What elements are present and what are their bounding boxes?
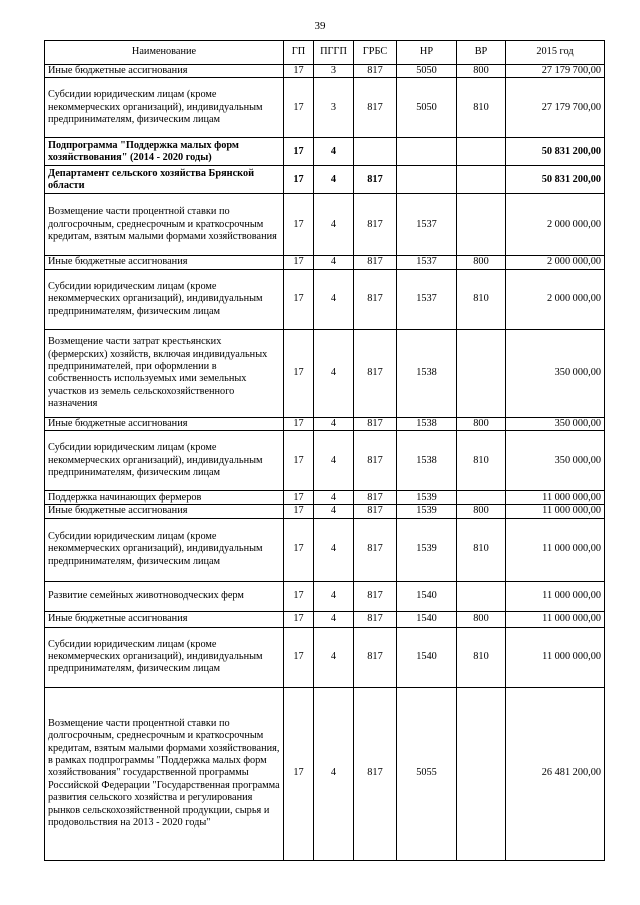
row-sum: 26 481 200,00 xyxy=(506,687,605,860)
row-gp: 17 xyxy=(284,65,314,78)
table-row xyxy=(45,78,605,138)
table-row xyxy=(45,518,605,581)
row-name: Иные бюджетные ассигнования xyxy=(45,65,284,78)
row-gp: 17 xyxy=(284,518,314,581)
row-ppgp: 4 xyxy=(314,431,354,491)
row-sum: 2 000 000,00 xyxy=(506,194,605,256)
row-grbs: 817 xyxy=(354,611,397,627)
table-row xyxy=(45,194,605,256)
row-sum: 11 000 000,00 xyxy=(506,491,605,505)
row-ppgp: 4 xyxy=(314,491,354,505)
row-gp: 17 xyxy=(284,417,314,430)
row-ppgp: 4 xyxy=(314,581,354,611)
row-name: Иные бюджетные ассигнования xyxy=(45,256,284,269)
row-gp: 17 xyxy=(284,138,314,166)
header-name: Наименование xyxy=(45,41,284,65)
row-sum: 2 000 000,00 xyxy=(506,256,605,269)
row-sum: 11 000 000,00 xyxy=(506,627,605,687)
row-grbs: 817 xyxy=(354,431,397,491)
table-row xyxy=(45,505,605,518)
row-name: Подпрограмма "Поддержка малых форм хозяйствования" (2014 - 2020 годы) xyxy=(45,138,284,166)
table-row xyxy=(45,65,605,78)
page-number: 39 xyxy=(314,20,326,32)
table-row xyxy=(45,256,605,269)
row-sum: 11 000 000,00 xyxy=(506,505,605,518)
row-ppgp: 4 xyxy=(314,166,354,194)
row-vr xyxy=(457,166,506,194)
table-row xyxy=(45,166,605,194)
table-row xyxy=(45,687,605,860)
row-vr: 810 xyxy=(457,78,506,138)
table-row xyxy=(45,627,605,687)
row-sum: 11 000 000,00 xyxy=(506,611,605,627)
row-ppgp: 4 xyxy=(314,194,354,256)
row-vr xyxy=(457,329,506,417)
row-grbs: 817 xyxy=(354,505,397,518)
row-vr: 800 xyxy=(457,417,506,430)
row-sum: 350 000,00 xyxy=(506,417,605,430)
row-np: 1538 xyxy=(397,431,457,491)
row-gp: 17 xyxy=(284,329,314,417)
row-gp: 17 xyxy=(284,256,314,269)
row-name: Поддержка начинающих фермеров xyxy=(45,491,284,505)
table-row xyxy=(45,611,605,627)
header-year: 2015 год xyxy=(506,41,605,65)
row-gp: 17 xyxy=(284,269,314,329)
row-sum: 50 831 200,00 xyxy=(506,166,605,194)
row-gp: 17 xyxy=(284,194,314,256)
row-vr xyxy=(457,194,506,256)
row-np: 1537 xyxy=(397,194,457,256)
row-np: 1539 xyxy=(397,518,457,581)
row-grbs: 817 xyxy=(354,687,397,860)
row-grbs: 817 xyxy=(354,269,397,329)
row-ppgp: 4 xyxy=(314,138,354,166)
header-gp: ГП xyxy=(284,41,314,65)
row-ppgp: 4 xyxy=(314,518,354,581)
budget-table xyxy=(44,40,605,861)
row-sum: 27 179 700,00 xyxy=(506,78,605,138)
row-np: 1538 xyxy=(397,329,457,417)
table-row xyxy=(45,417,605,430)
row-sum: 11 000 000,00 xyxy=(506,581,605,611)
row-ppgp: 4 xyxy=(314,687,354,860)
row-grbs: 817 xyxy=(354,417,397,430)
row-sum: 11 000 000,00 xyxy=(506,518,605,581)
row-grbs: 817 xyxy=(354,78,397,138)
row-grbs: 817 xyxy=(354,166,397,194)
row-gp: 17 xyxy=(284,491,314,505)
row-np xyxy=(397,166,457,194)
row-gp: 17 xyxy=(284,431,314,491)
row-gp: 17 xyxy=(284,687,314,860)
row-np: 1540 xyxy=(397,611,457,627)
row-np: 1539 xyxy=(397,505,457,518)
row-vr xyxy=(457,687,506,860)
row-np: 5050 xyxy=(397,78,457,138)
row-vr: 810 xyxy=(457,269,506,329)
row-sum: 350 000,00 xyxy=(506,329,605,417)
header-np: НР xyxy=(397,41,457,65)
row-gp: 17 xyxy=(284,166,314,194)
row-np: 1538 xyxy=(397,417,457,430)
table-row xyxy=(45,431,605,491)
row-name: Субсидии юридическим лицам (кроме некоммерческих организаций), индивидуальным предпринимателям, физическим лицам xyxy=(45,269,284,329)
row-ppgp: 4 xyxy=(314,256,354,269)
row-grbs xyxy=(354,138,397,166)
row-name: Возмещение части затрат крестьянских (фермерских) хозяйств, включая индивидуальных предпринимателей, при оформлении в собственность используемых ими земельных участков из земель сельскохозяйственного назначения xyxy=(45,329,284,417)
row-grbs: 817 xyxy=(354,256,397,269)
row-ppgp: 4 xyxy=(314,611,354,627)
row-grbs: 817 xyxy=(354,491,397,505)
row-name: Субсидии юридическим лицам (кроме некоммерческих организаций), индивидуальным предпринимателям, физическим лицам xyxy=(45,431,284,491)
row-gp: 17 xyxy=(284,627,314,687)
row-np: 1539 xyxy=(397,491,457,505)
row-vr xyxy=(457,581,506,611)
row-np: 1540 xyxy=(397,627,457,687)
row-vr: 800 xyxy=(457,256,506,269)
row-name: Субсидии юридическим лицам (кроме некоммерческих организаций), индивидуальным предпринимателям, физическим лицам xyxy=(45,78,284,138)
row-ppgp: 4 xyxy=(314,505,354,518)
row-gp: 17 xyxy=(284,505,314,518)
row-name: Иные бюджетные ассигнования xyxy=(45,611,284,627)
row-ppgp: 3 xyxy=(314,65,354,78)
row-sum: 50 831 200,00 xyxy=(506,138,605,166)
row-vr: 800 xyxy=(457,505,506,518)
row-name: Иные бюджетные ассигнования xyxy=(45,505,284,518)
row-name: Возмещение части процентной ставки по долгосрочным, среднесрочным и краткосрочным кредитам, взятым малыми формами хозяйствования xyxy=(45,194,284,256)
row-gp: 17 xyxy=(284,611,314,627)
row-grbs: 817 xyxy=(354,518,397,581)
row-sum: 27 179 700,00 xyxy=(506,65,605,78)
row-name: Субсидии юридическим лицам (кроме некоммерческих организаций), индивидуальным предпринимателям, физическим лицам xyxy=(45,518,284,581)
row-name: Развитие семейных животноводческих ферм xyxy=(45,581,284,611)
row-np: 1537 xyxy=(397,269,457,329)
table-row xyxy=(45,491,605,505)
row-np: 5055 xyxy=(397,687,457,860)
row-vr: 800 xyxy=(457,65,506,78)
table-row xyxy=(45,269,605,329)
row-name: Субсидии юридическим лицам (кроме некоммерческих организаций), индивидуальным предпринимателям, физическим лицам xyxy=(45,627,284,687)
row-ppgp: 4 xyxy=(314,627,354,687)
row-np: 1537 xyxy=(397,256,457,269)
header-grbs: ГРБС xyxy=(354,41,397,65)
row-np: 5050 xyxy=(397,65,457,78)
table-row xyxy=(45,329,605,417)
row-grbs: 817 xyxy=(354,194,397,256)
row-name: Иные бюджетные ассигнования xyxy=(45,417,284,430)
row-gp: 17 xyxy=(284,78,314,138)
row-sum: 350 000,00 xyxy=(506,431,605,491)
row-np xyxy=(397,138,457,166)
row-grbs: 817 xyxy=(354,329,397,417)
row-vr: 810 xyxy=(457,627,506,687)
row-vr xyxy=(457,138,506,166)
row-sum: 2 000 000,00 xyxy=(506,269,605,329)
row-name: Возмещение части процентной ставки по долгосрочным, среднесрочным и краткосрочным кредитам, взятым малыми формами хозяйствования, в рамках подпрограммы "Поддержка малых форм хозяйствования" государственной программы Российской Федерации "Государственная программа развития сельского хозяйства и регулирования рынков сельскохозяйственной продукции, сырья и продовольствия на 2013 - 2020 годы" xyxy=(45,687,284,860)
row-ppgp: 4 xyxy=(314,269,354,329)
header-ppgp: ПГГП xyxy=(314,41,354,65)
row-vr xyxy=(457,491,506,505)
row-gp: 17 xyxy=(284,581,314,611)
row-name: Департамент сельского хозяйства Брянской области xyxy=(45,166,284,194)
row-grbs: 817 xyxy=(354,65,397,78)
row-grbs: 817 xyxy=(354,627,397,687)
table-row xyxy=(45,138,605,166)
table-row xyxy=(45,581,605,611)
row-ppgp: 3 xyxy=(314,78,354,138)
header-vr: ВР xyxy=(457,41,506,65)
row-grbs: 817 xyxy=(354,581,397,611)
row-ppgp: 4 xyxy=(314,329,354,417)
table-header-row xyxy=(45,41,605,65)
row-vr: 800 xyxy=(457,611,506,627)
row-ppgp: 4 xyxy=(314,417,354,430)
row-vr: 810 xyxy=(457,518,506,581)
row-np: 1540 xyxy=(397,581,457,611)
row-vr: 810 xyxy=(457,431,506,491)
